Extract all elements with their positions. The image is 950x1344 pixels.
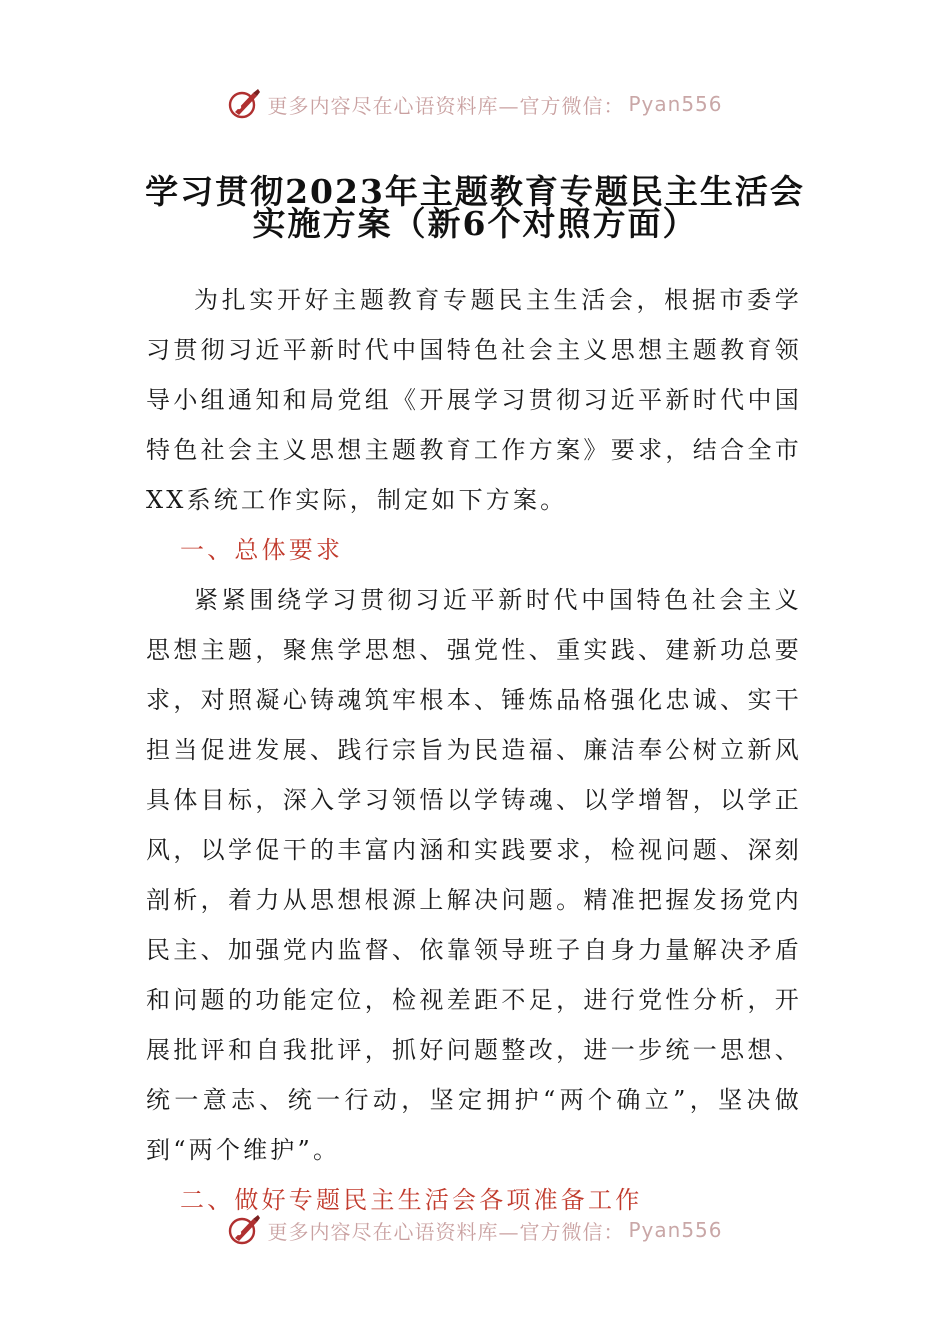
pen-logo-icon: [227, 87, 261, 121]
section-1-heading: 一、总体要求: [180, 536, 344, 564]
intro-paragraph: 为扎实开好主题教育专题民主生活会，根据市委学习贯彻习近平新时代中国特色社会主义思想主题教育领导小组通知和局党组《开展学习贯彻习近平新时代中国特色社会主义思想主题教育工作方案》要求，结合全市XX系统工作实际，制定如下方案。: [146, 286, 802, 514]
pen-logo-icon: [227, 1213, 261, 1247]
watermark-text: 更多内容尽在心语资料库—官方微信：: [267, 93, 625, 118]
watermark-text: 更多内容尽在心语资料库—官方微信：: [267, 1219, 625, 1244]
watermark-id: Pyan556: [628, 92, 723, 116]
document-title-line-2: 实施方案（新6个对照方面）: [252, 204, 698, 243]
section-2-heading: 二、做好专题民主生活会各项准备工作: [180, 1186, 643, 1214]
header-watermark: [0, 84, 950, 124]
footer-watermark: [0, 1210, 950, 1250]
document-body: [146, 275, 802, 1225]
section-1-paragraph: 紧紧围绕学习贯彻习近平新时代中国特色社会主义思想主题，聚焦学思想、强党性、重实践、建新功总要求，对照凝心铸魂筑牢根本、锤炼品格强化忠诚、实干担当促进发展、践行宗旨为民造福、廉洁奉公树立新风具体目标，深入学习领悟以学铸魂、以学增智，以学正风，以学促干的丰富内涵和实践要求，检视问题、深刻剖析，着力从思想根源上解决问题。精准把握发扬党内民主、加强党内监督、依靠领导班子自身力量解决矛盾和问题的功能定位，检视差距不足，进行党性分析，开展批评和自我批评，抓好问题整改，进一步统一思想、统一意志、统一行动，坚定拥护“两个确立”，坚决做到“两个维护”。: [146, 586, 802, 1164]
watermark-id: Pyan556: [628, 1218, 723, 1242]
document-title-line-1: 学习贯彻2023年主题教育专题民主生活会: [145, 172, 805, 211]
